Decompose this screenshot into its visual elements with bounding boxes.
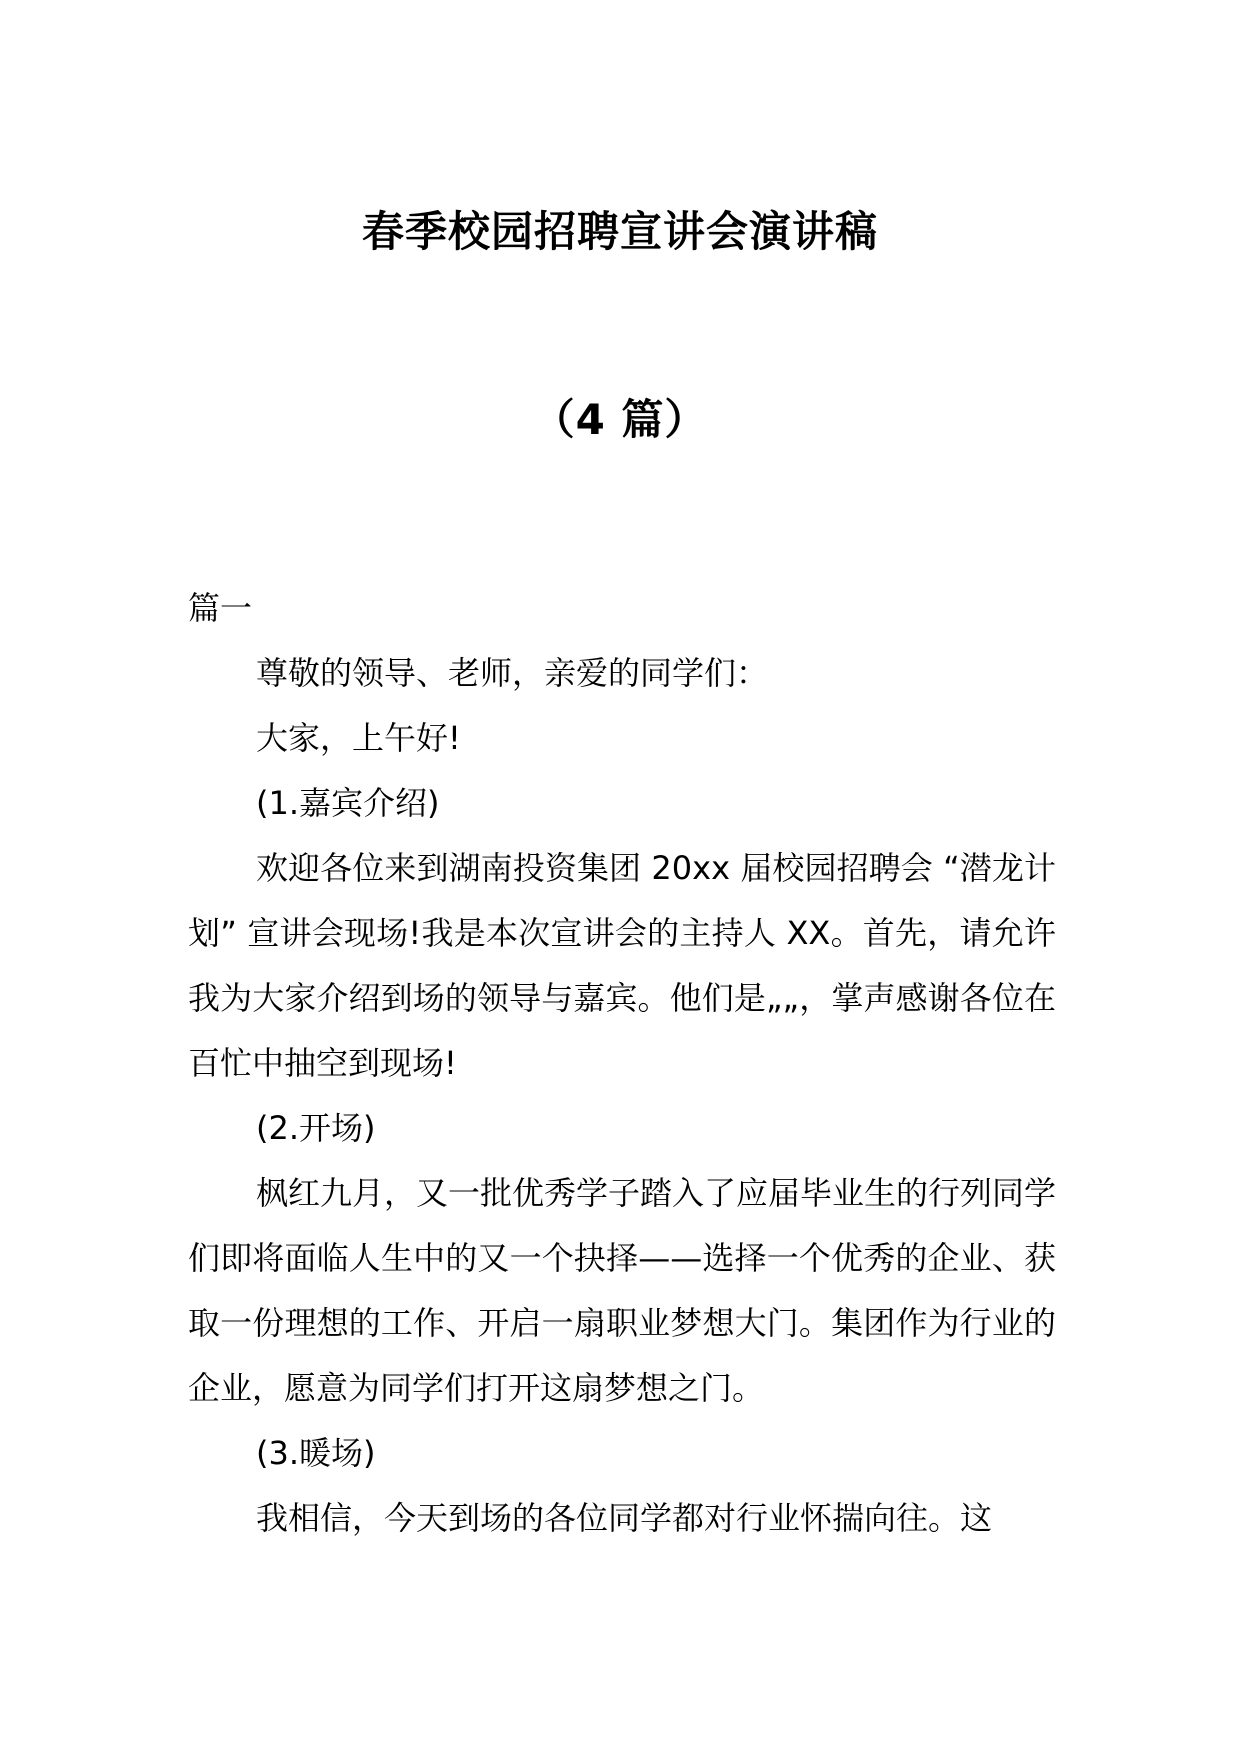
document-title: 春季校园招聘宣讲会演讲稿 xyxy=(361,207,878,256)
salutation: 尊敬的领导、老师，亲爱的同学们： xyxy=(256,654,769,692)
greeting: 大家，上午好! xyxy=(256,719,461,757)
section-heading-warmup: (3.暖场) xyxy=(256,1434,376,1472)
document-body xyxy=(188,576,1056,1551)
document-subtitle: （4 篇） xyxy=(532,395,708,444)
section-heading-guest-intro: (1.嘉宾介绍) xyxy=(256,784,440,822)
section-label: 篇一 xyxy=(188,589,253,627)
paragraph-opening: 枫红九月，又一批优秀学子踏入了应届毕业生的行列同学们即将面临人生中的又一个抉择——选择一个优秀的企业、获取一份理想的工作、开启一扇职业梦想大门。集团作为行业的企业，愿意为同学们打开这扇梦想之门。 xyxy=(188,1174,1057,1407)
paragraph-warmup: 我相信，今天到场的各位同学都对行业怀揣向往。这 xyxy=(256,1499,993,1537)
section-heading-opening: (2.开场) xyxy=(256,1109,376,1147)
paragraph-welcome: 欢迎各位来到湖南投资集团 20xx 届校园招聘会 “潜龙计划” 宣讲会现场!我是本次宣讲会的主持人 XX。首先，请允许我为大家介绍到场的领导与嘉宾。他们是„„，掌声感谢各位在百忙中抽空到现场! xyxy=(188,849,1056,1082)
